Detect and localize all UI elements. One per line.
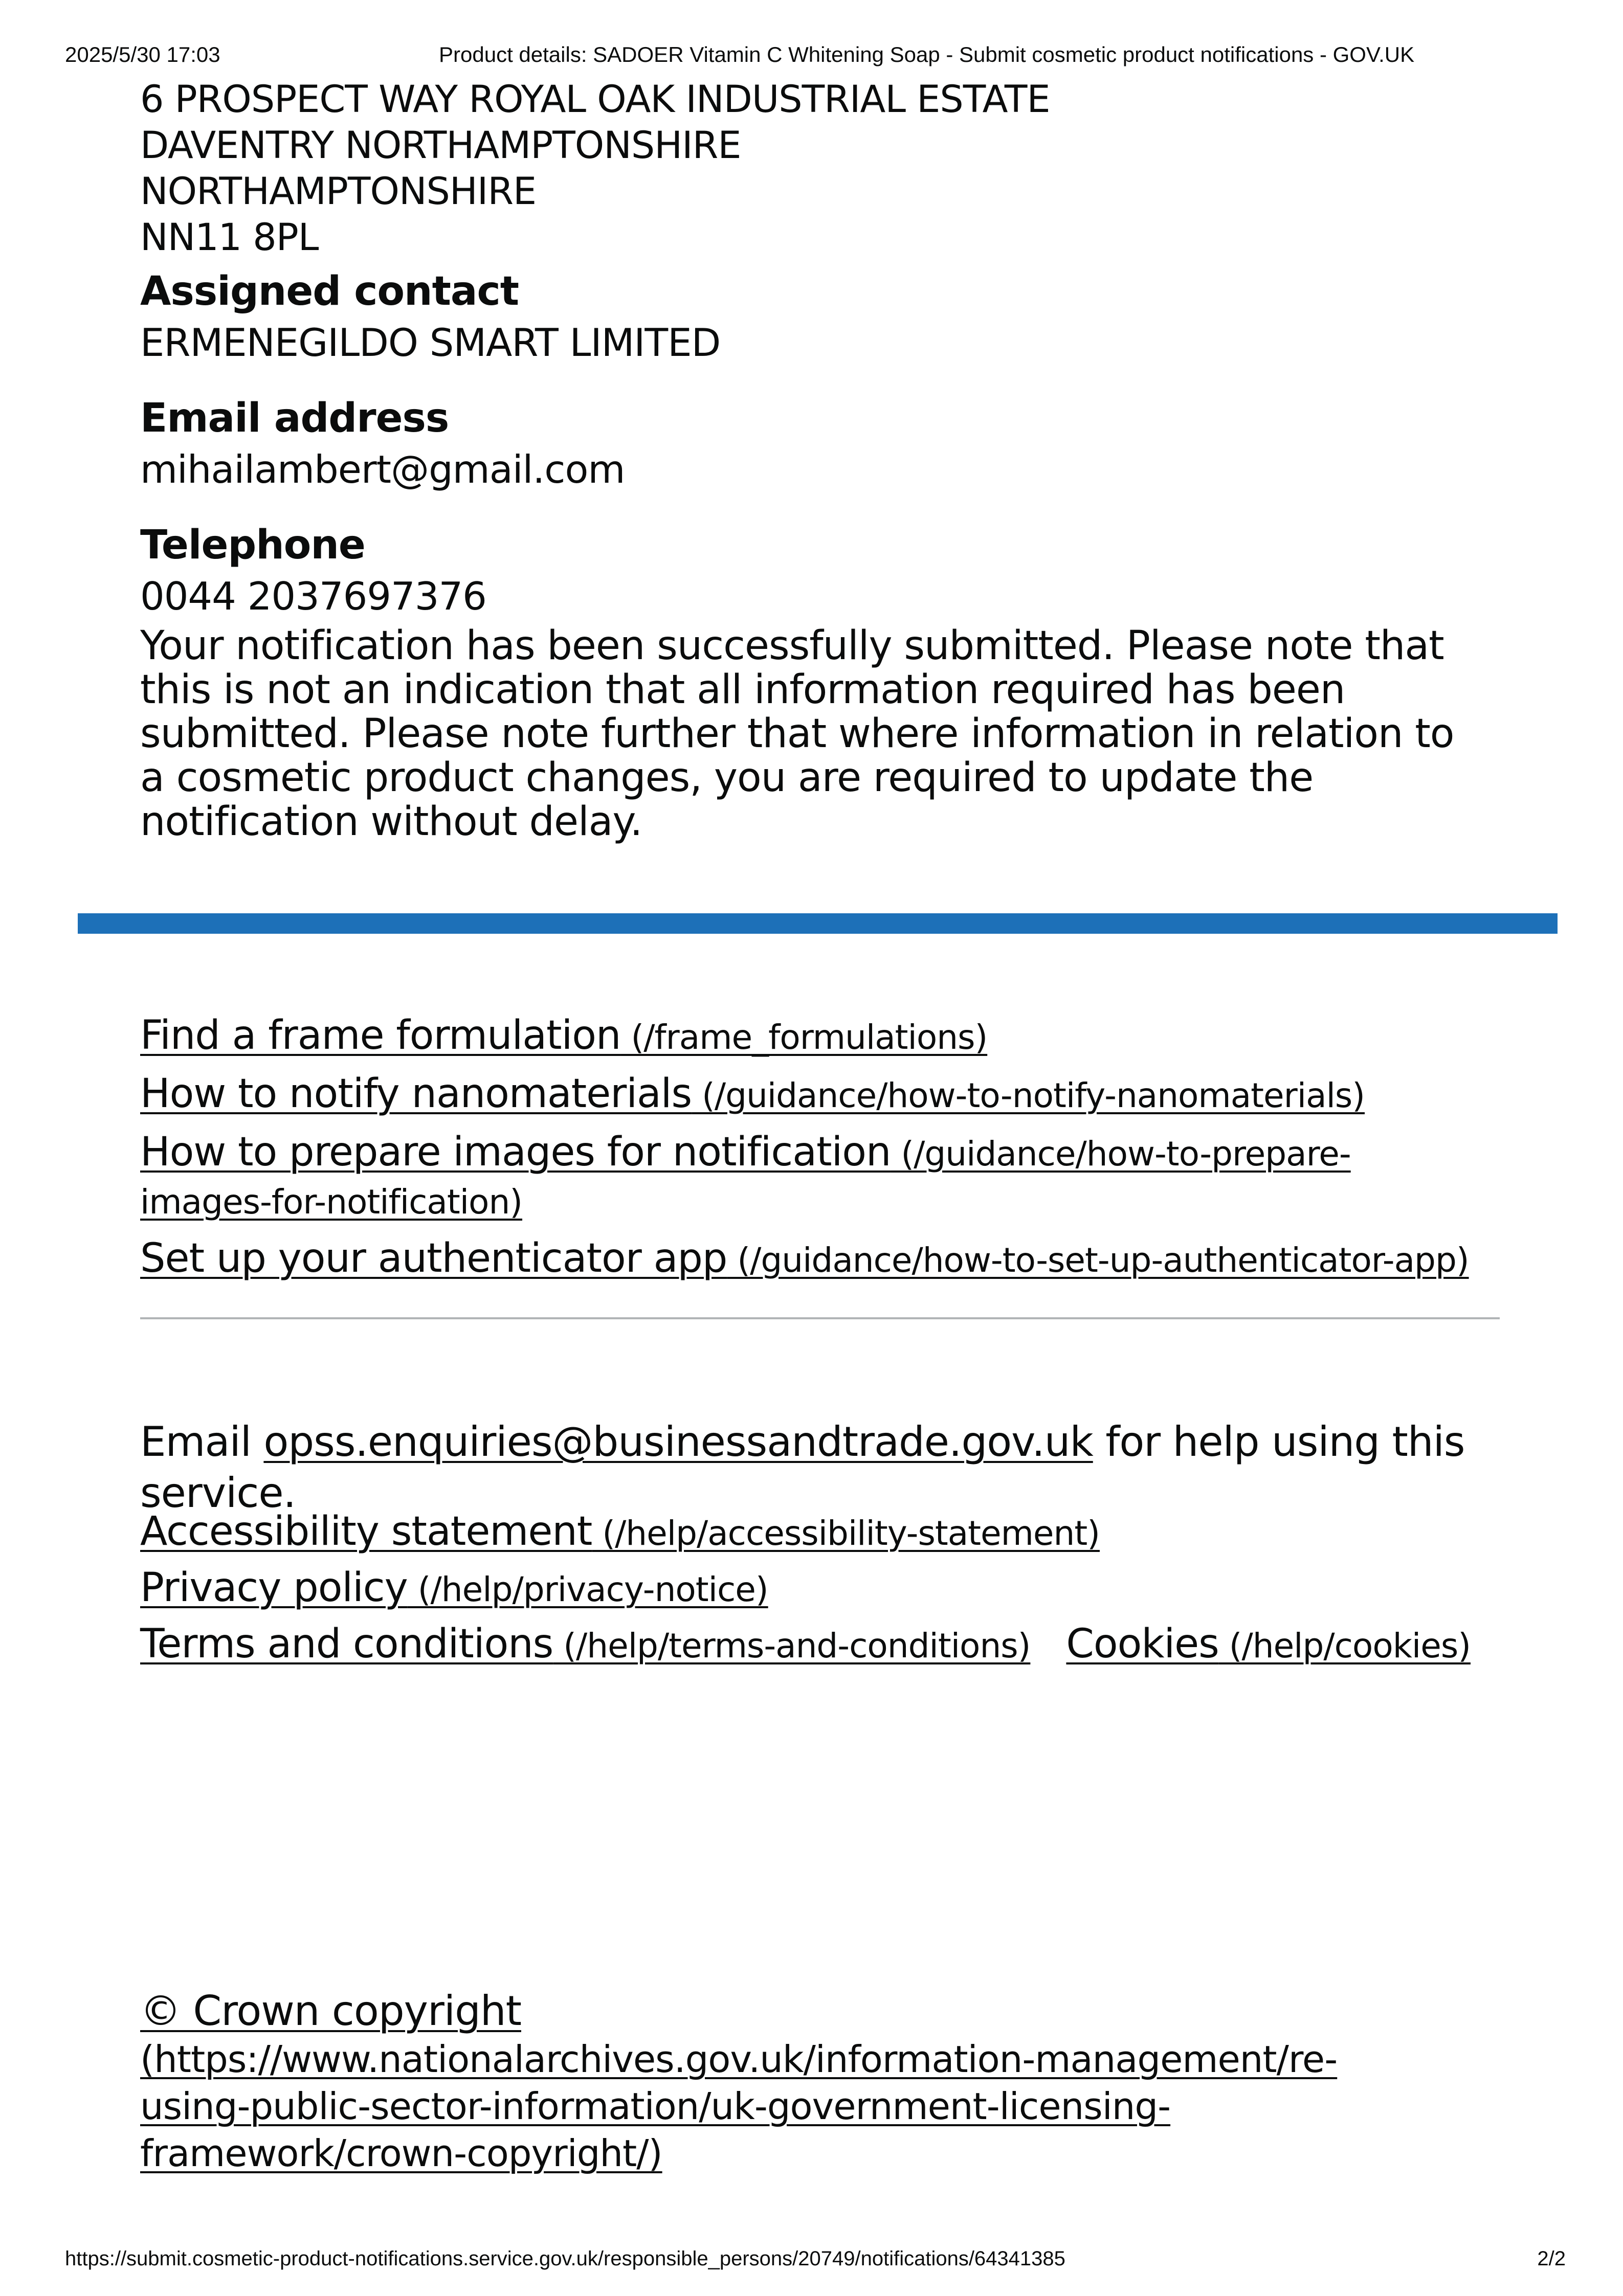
print-page-number: 2/2 bbox=[1537, 2247, 1566, 2270]
footer-top-border bbox=[78, 913, 1558, 934]
crown-copyright-link[interactable]: © Crown copyright (https://www.nationalarchives.gov.uk/information-management/re-using-public-sector-information/uk-government-licensing-framework/crown-copyright/) bbox=[140, 1987, 1338, 2175]
submission-notice: Your notification has been successfully submitted. Please note that this is not an indication that all information required has been submitted. Please note further that where information in relation to a cosmetic product changes, you are required to update the notification without delay. bbox=[140, 623, 1454, 845]
footer-meta-links bbox=[140, 1503, 1531, 1672]
address-line-1: 6 PROSPECT WAY ROYAL OAK INDUSTRIAL ESTATE bbox=[140, 78, 1050, 121]
email-address-value: mihailambert@gmail.com bbox=[140, 447, 625, 492]
frame-formulation-link[interactable]: Find a frame formulation (/frame_formulations) bbox=[140, 1012, 988, 1059]
telephone-value: 0044 2037697376 bbox=[140, 574, 486, 619]
print-header bbox=[0, 42, 1623, 67]
print-page-url: https://submit.cosmetic-product-notifications.service.gov.uk/responsible_persons/20749/notifications/64341385 bbox=[65, 2247, 1065, 2270]
support-email-link[interactable]: opss.enquiries@businessandtrade.gov.uk bbox=[263, 1418, 1093, 1466]
telephone-label: Telephone bbox=[140, 522, 365, 568]
main-content bbox=[140, 77, 1511, 844]
accessibility-statement-link[interactable]: Accessibility statement (/help/accessibility-statement) bbox=[140, 1509, 1100, 1555]
assigned-contact-label: Assigned contact bbox=[140, 268, 519, 314]
assigned-contact-value: ERMENEGILDO SMART LIMITED bbox=[140, 320, 721, 365]
footer-navigation bbox=[140, 1012, 1511, 1294]
print-page-title: Product details: SADOER Vitamin C Whitening Soap - Submit cosmetic product notifications - GOV.UK bbox=[439, 42, 1415, 66]
address-line-3: NORTHAMPTONSHIRE bbox=[140, 170, 537, 213]
address-line-4: NN11 8PL bbox=[140, 216, 319, 259]
cookies-link[interactable]: Cookies (/help/cookies) bbox=[1066, 1621, 1471, 1667]
privacy-policy-link[interactable]: Privacy policy (/help/privacy-notice) bbox=[140, 1565, 768, 1611]
print-date: 2025/5/30 17:03 bbox=[65, 42, 220, 66]
print-footer bbox=[0, 2246, 1623, 2271]
authenticator-app-guidance-link[interactable]: Set up your authenticator app (/guidance/how-to-set-up-authenticator-app) bbox=[140, 1235, 1469, 1281]
prepare-images-guidance-link[interactable]: How to prepare images for notification (/guidance/how-to-prepare-images-for-notification) bbox=[140, 1129, 1351, 1222]
address-block bbox=[140, 77, 1511, 261]
terms-and-conditions-link[interactable]: Terms and conditions (/help/terms-and-conditions) bbox=[140, 1621, 1031, 1667]
address-line-2: DAVENTRY NORTHAMPTONSHIRE bbox=[140, 124, 741, 167]
help-text: Email opss.enquiries@businessandtrade.gov.uk for help using this service. bbox=[140, 1418, 1465, 1517]
email-address-label: Email address bbox=[140, 395, 449, 441]
footer-divider bbox=[140, 1317, 1500, 1319]
nanomaterials-guidance-link[interactable]: How to notify nanomaterials (/guidance/how-to-notify-nanomaterials) bbox=[140, 1071, 1365, 1117]
